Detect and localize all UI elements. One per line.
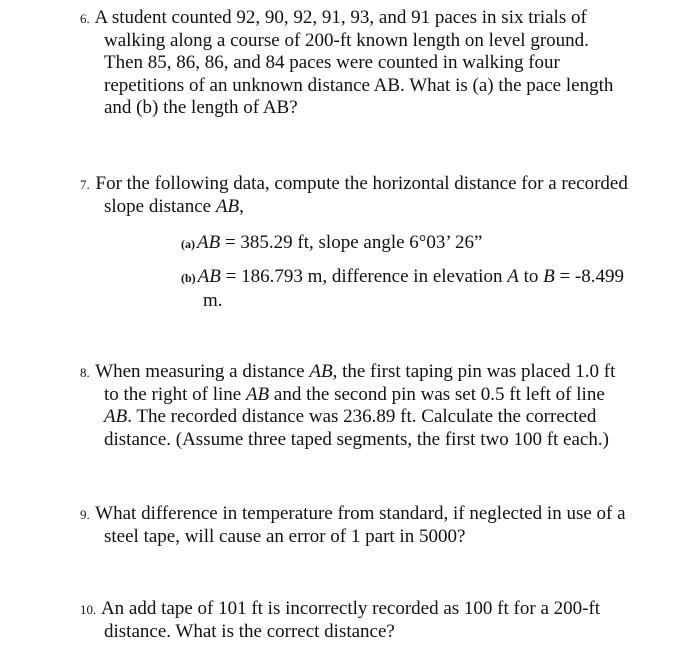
problem-number: 7. [80,177,90,192]
problem-text-line: A student counted 92, 90, 92, 91, 93, and 91 paces in six trials of [94,7,587,28]
problem-text-line: walking along a course of 200-ft known length on level ground. [104,29,589,51]
problem-9 [80,503,680,548]
part-label: (a) [181,237,195,251]
variable-a: A [507,266,519,287]
variable-b: B [543,266,555,287]
problem-7: 7. For the following data, compute the horizontal distance for a recorded slope distance AB, [80,173,628,217]
problem-number: 9. [80,507,90,522]
problem-text-line: repetitions of an unknown distance AB. What is (a) the pace length [104,74,614,96]
variable-ab: AB [245,383,270,405]
variable-ab: AB [309,361,333,382]
problem-text-line: distance. (Assume three taped segments, the first two 100 ft each.) [104,428,609,450]
problem-text-line: distance. What is the correct distance? [104,620,395,642]
problem-7-part-a: (a) AB = 385.29 ft, slope angle 6°03’ 26” [181,232,483,253]
problem-text-line: steel tape, will cause an error of 1 part in 5000? [104,525,466,547]
variable-ab: AB [215,195,240,217]
problem-text-line: What difference in temperature from standard, if neglected in use of a [95,503,626,524]
variable-ab: AB [197,266,221,287]
problem-8: 8. When measuring a distance AB, the first taping pin was placed 1.0 ft to the right of line AB and the second pin was set 0.5 ft left of line AB. The recorded distance was 236.89 ft. Calculate the corrected distance. (Assume three taped segments, the first two 100 ft each.) [80,361,680,451]
problem-text-line: Then 85, 86, 86, and 84 paces were counted in walking four [104,52,560,73]
problem-text-line: For the following data, compute the horizontal distance for a recorded [95,173,628,194]
problem-number: 8. [80,365,90,380]
part-label: (b) [181,271,196,285]
variable-ab: AB [197,232,221,253]
variable-ab: AB [104,406,128,427]
problem-10 [80,598,680,643]
problem-text-line: slope distance [104,195,212,217]
problem-6 [80,7,680,120]
problem-text-line: and (b) the length of AB? [104,97,298,118]
problem-number: 10. [80,602,97,617]
problem-7-part-b: (b) AB = 186.793 m, difference in elevation A to B = -8.499 m. [181,266,624,311]
problem-text-line: An add tape of 101 ft is incorrectly recorded as 100 ft for a 200-ft [100,598,601,619]
problem-number: 6. [80,11,90,26]
